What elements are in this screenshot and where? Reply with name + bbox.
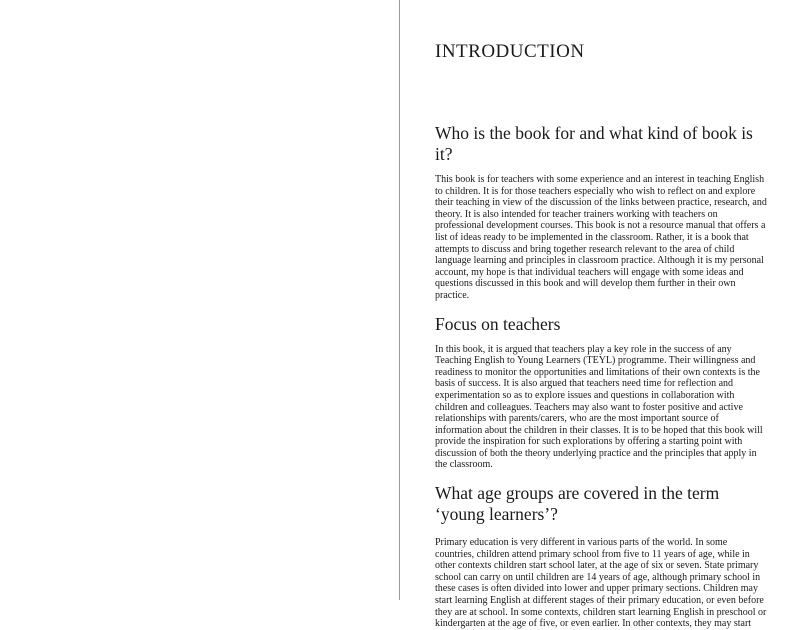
left-page (0, 0, 399, 600)
section-heading-teachers: Focus on teachers (435, 313, 561, 334)
section-body-teachers: In this book, it is argued that teachers play a key role in the success of any Teaching English to Young Learners (TEYL) programme. Their willingness and readiness to monitor the opportunities and limitations of their own contexts is the basis of success. It is also argued that teachers need time for reflection and experimentation so as to explore issues and questions in collaboration with children and colleagues. Teachers may also want to foster positive and active relationships with parents/carers, who are the most important source of information about the children in their classes. It is to be hoped that this book will provide the inspiration for such explorations by offering a starting point with discussion of both the theory underlying practice and the principles that apply in the classroom. (435, 343, 763, 471)
page-content (435, 38, 767, 630)
chapter-title: INTRODUCTION (435, 41, 585, 62)
section-body-age-groups: Primary education is very different in various parts of the world. In some countries, children attend primary school from five to 11 years of age, while in other contexts children start school later, at the age of six or seven. State primary school can carry on until children are 14 years of age, although primary school in these cases is often divided into lower and upper primary sections. Children may start learning English at different stages of their primary education, or even before they are at school. In some contexts, children start learning English in preschool or kindergarten at the age of five, or even earlier. In other contexts, they may start (435, 537, 767, 630)
section-body-audience: This book is for teachers with some experience and an interest in teaching English to children. It is for those teachers especially who wish to reflect on and explore their teaching in view of the discussion of the links between practice, research, and theory. It is also intended for teacher trainers working with teachers on professional development courses. This book is not a resource manual that offers a list of ideas ready to be implemented in the classroom. Rather, it is a book that attempts to discuss and bring together research relevant to the area of child language learning and principles in classroom practice. Although it is my personal account, my hope is that individual teachers will engage with some ideas and questions discussed in this book and will develop them further in their own practice. (435, 174, 767, 301)
right-page (400, 0, 800, 630)
section-heading-audience: Who is the book for and what kind of book is it? (435, 123, 753, 164)
section-heading-age-groups: What age groups are covered in the term ‘young learners’? (435, 483, 720, 525)
